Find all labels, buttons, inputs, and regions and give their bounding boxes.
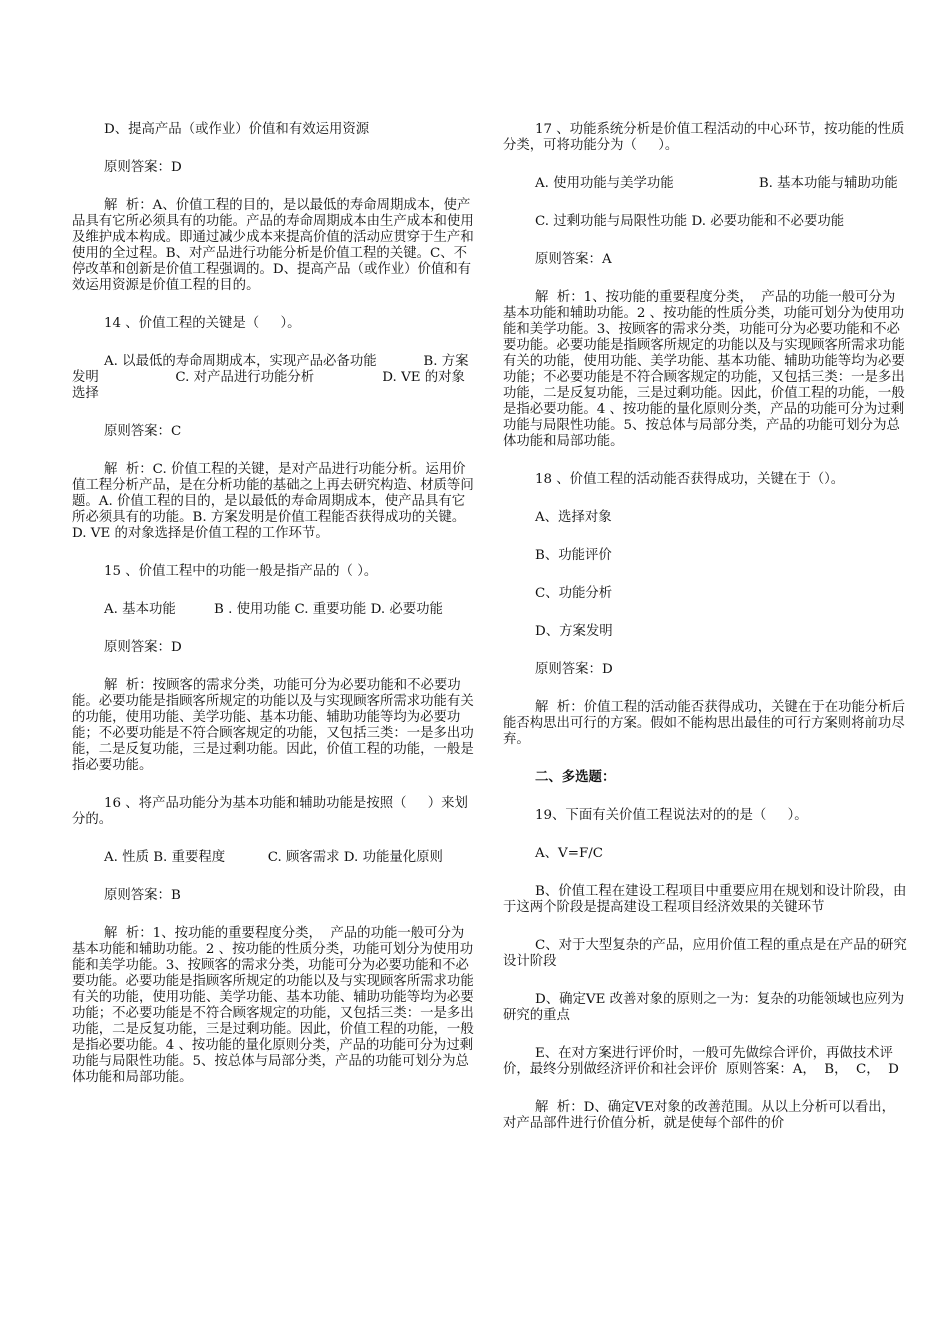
question-18: 18 、价值工程的活动能否获得成功，关键在于（）。	[535, 472, 845, 487]
analysis-13: 解 析：A、价值工程的目的，是以最低的寿命周期成本，使产品具有它所必须具有的功能。产品的寿命周期成本由生产成本和使用及维护成本构成。即通过减少成本来提高价值的活动应贯穿于生产和使用的全过程。B、对产品进行功能分析是价值工程的关键。C、不停改革和创新是价值工程强调的。D、提高产品（或作业）价值和有效运用资源是价值工程的目的。	[72, 198, 474, 293]
options-16: A. 性质 B. 重要程度 C. 顾客需求 D. 功能量化原则	[104, 850, 443, 865]
question-14: 14 、价值工程的关键是（ ）。	[104, 316, 301, 331]
question-19: 19、下面有关价值工程说法对的的是（ ）。	[535, 808, 808, 823]
answer-13: 原则答案：D	[104, 160, 182, 175]
options-17-ab: A. 使用功能与美学功能 B. 基本功能与辅助功能	[535, 176, 898, 191]
question-15: 15 、价值工程中的功能一般是指产品的（ ）。	[104, 564, 378, 579]
right-column	[503, 122, 908, 1154]
question-16: 16 、将产品功能分为基本功能和辅助功能是按照（ ）来划分的。	[72, 796, 468, 827]
option-19-d: D、确定VE 改善对象的原则之一为：复杂的功能领域也应列为研究的重点	[503, 992, 905, 1023]
options-15: A. 基本功能 B . 使用功能 C. 重要功能 D. 必要功能	[104, 602, 443, 617]
left-column	[72, 122, 477, 1108]
options-14: A. 以最低的寿命周期成本，实现产品必备功能 B. 方案发明 C. 对产品进行功能分析 D. VE 的对象选择	[72, 354, 469, 401]
answer-18: 原则答案：D	[535, 662, 613, 677]
answer-17: 原则答案：A	[535, 252, 612, 267]
option-19-c: C、对于大型复杂的产品，应用价值工程的重点是在产品的研究设计阶段	[503, 938, 907, 969]
answer-16: 原则答案：B	[104, 888, 181, 903]
analysis-17: 解 析：1、按功能的重要程度分类， 产品的功能一般可分为基本功能和辅助功能。2 、按功能的性质分类，功能可划分为使用功能和美学功能。3、按顾客的需求分类，功能可分为必要功能和不必要功能。必要功能是指顾客所规定的功能以及与实现顾客所需求功能有关的功能，使用功能、美学功能、基本功能、辅助功能等均为必要功能；不必要功能是不符合顾客规定的功能，又包括三类：一是多出功能，二是反复功能，三是过剩功能。因此，价值工程的功能，一般是指必要功能。4 、按功能的量化原则分类，产品的功能可分为过剩功能与局限性功能。5、按总体与局部分类，产品的功能可划分为总体功能和局部功能。	[503, 290, 905, 449]
answer-15: 原则答案：D	[104, 640, 182, 655]
question-17: 17 、功能系统分析是价值工程活动的中心环节，按功能的性质分类，可将功能分为（ ）。	[503, 122, 905, 153]
option-19-a: A、V=F/C	[535, 846, 603, 861]
options-17-cd: C. 过剩功能与局限性功能 D. 必要功能和不必要功能	[535, 214, 845, 229]
analysis-18: 解 析：价值工程的活动能否获得成功，关键在于在功能分析后能否构思出可行的方案。假如不能构思出最佳的可行方案则将前功尽弃。	[503, 700, 906, 747]
analysis-15: 解 析：按顾客的需求分类，功能可分为必要功能和不必要功能。必要功能是指顾客所规定的功能以及与实现顾客所需求功能有关的功能，使用功能、美学功能、基本功能、辅助功能等均为必要功能；不必要功能是不符合顾客规定的功能，又包括三类：一是多出功能，二是反复功能，三是过剩功能。因此，价值工程的功能，一般是指必要功能。	[72, 678, 474, 773]
option-18-b: B、功能评价	[535, 548, 612, 563]
answer-14: 原则答案：C	[104, 424, 182, 439]
section-heading-multiple-choice: 二、多选题：	[535, 770, 616, 785]
analysis-19: 解 析：D、确定VE对象的改善范围。从以上分析可以看出，对产品部件进行价值分析，就是使每个部件的价	[503, 1100, 896, 1131]
option-18-c: C、功能分析	[535, 586, 613, 601]
analysis-16: 解 析：1、按功能的重要程度分类， 产品的功能一般可分为基本功能和辅助功能。2 、按功能的性质分类，功能可划分为使用功能和美学功能。3、按顾客的需求分类，功能可分为必要功能和不必要功能。必要功能是指顾客所规定的功能以及与实现顾客所需求功能有关的功能，使用功能、美学功能、基本功能、辅助功能等均为必要功能；不必要功能是不符合顾客规定的功能，又包括三类：一是多出功能，二是反复功能，三是过剩功能。因此，价值工程的功能，一般是指必要功能。4 、按功能的量化原则分类，产品的功能可分为过剩功能与局限性功能。5、按总体与局部分类，产品的功能可划分为总体功能和局部功能。	[72, 926, 474, 1085]
option-19-e-answer: E、在对方案进行评价时，一般可先做综合评价，再做技术评价，最终分别做经济评价和社会评价 原则答案：A， B， C， D	[503, 1046, 899, 1077]
option-18-a: A、选择对象	[535, 510, 612, 525]
option-d-line: D、提高产品（或作业）价值和有效运用资源	[104, 122, 370, 137]
option-18-d: D、方案发明	[535, 624, 613, 639]
analysis-14: 解 析：C. 价值工程的关键，是对产品进行功能分析。运用价值工程分析产品，是在分析功能的基础之上再去研究构造、材质等问题。A. 价值工程的目的，是以最低的寿命周期成本，使产品具有它所必须具有的功能。B. 方案发明是价值工程能否获得成功的关键。D. VE 的对象选择是价值工程的工作环节。	[72, 462, 474, 541]
option-19-b: B、价值工程在建设工程项目中重要应用在规划和设计阶段，由于这两个阶段是提高建设工程项目经济效果的关键环节	[503, 884, 907, 915]
